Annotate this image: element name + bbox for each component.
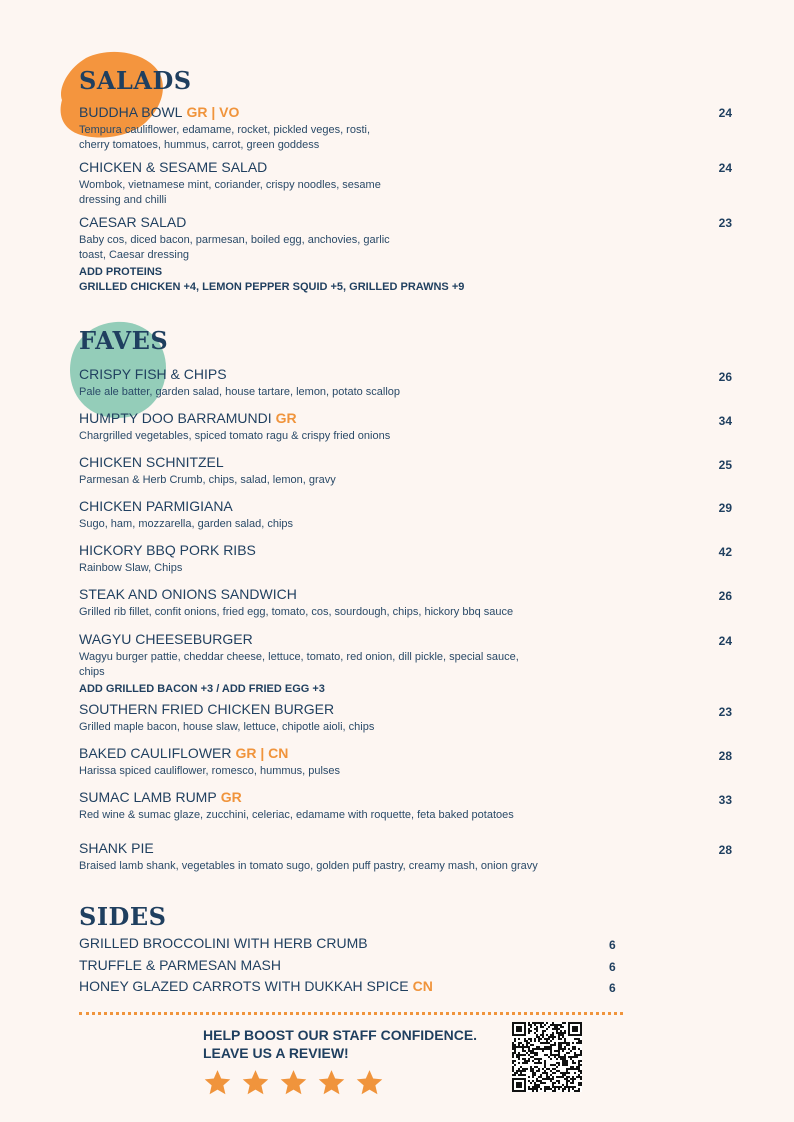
item-description: Braised lamb shank, vegetables in tomato sugo, golden puff pastry, creamy mash, onion gravy (79, 860, 538, 872)
side-item (79, 957, 619, 975)
item-price: 26 (718, 370, 732, 384)
side-item (79, 935, 619, 953)
diet-tag: GR (220, 789, 242, 805)
item-description: Parmesan & Herb Crumb, chips, salad, lemon, gravy (79, 474, 336, 486)
star-icon (203, 1068, 232, 1097)
faves-heading: FAVES (79, 326, 169, 355)
item-name: CHICKEN & SESAME SALAD (79, 159, 268, 175)
item-price: 25 (718, 458, 732, 472)
item-name: SHANK PIE (79, 840, 154, 856)
side-name: HONEY GLAZED CARROTS WITH DUKKAH SPICE (79, 978, 409, 994)
dotted-divider (79, 1012, 623, 1015)
item-price: 29 (718, 501, 732, 515)
item-description: Wagyu burger pattie, cheddar cheese, lettuce, tomato, red onion, dill pickle, special sauce, chips (79, 651, 519, 678)
item-description: Red wine & sumac glaze, zucchini, celeriac, edamame with roquette, feta baked potatoes (79, 809, 514, 821)
menu-item (79, 454, 639, 488)
diet-tag: GR | VO (186, 104, 240, 120)
menu-item (79, 789, 639, 823)
item-name: BUDDHA BOWL (79, 104, 183, 120)
review-callout (203, 1026, 477, 1062)
item-name: CHICKEN SCHNITZEL (79, 454, 224, 470)
item-description: Sugo, ham, mozzarella, garden salad, chips (79, 518, 294, 530)
item-description: Tempura cauliflower, edamame, rocket, pickled veges, rosti, cherry tomatoes, hummus, carrot, green goddess (79, 124, 371, 151)
item-price: 42 (718, 545, 732, 559)
item-description: Grilled rib fillet, confit onions, fried egg, tomato, cos, sourdough, chips, hickory bbq sauce (79, 606, 514, 618)
item-name: SUMAC LAMB RUMP (79, 789, 217, 805)
item-price: 26 (718, 589, 732, 603)
menu-item (79, 104, 639, 153)
menu-item (79, 542, 639, 576)
item-price: 28 (718, 843, 732, 857)
star-icon (279, 1068, 308, 1097)
side-price: 6 (609, 938, 616, 952)
item-description: Chargrilled vegetables, spiced tomato ragu & crispy fried onions (79, 430, 391, 442)
item-description: Pale ale batter, garden salad, house tartare, lemon, potato scallop (79, 386, 401, 398)
item-name: CRISPY FISH & CHIPS (79, 366, 227, 382)
side-price: 6 (609, 981, 616, 995)
item-name: CHICKEN PARMIGIANA (79, 498, 233, 514)
menu-item (79, 745, 639, 779)
menu-item (79, 586, 639, 620)
review-line-2: LEAVE US A REVIEW! (203, 1045, 349, 1061)
menu-item (79, 840, 639, 874)
star-icon (241, 1068, 270, 1097)
item-description: Harissa spiced cauliflower, romesco, hummus, pulses (79, 765, 341, 777)
star-icon (317, 1068, 346, 1097)
item-name: STEAK AND ONIONS SANDWICH (79, 586, 297, 602)
item-name: BAKED CAULIFLOWER (79, 745, 232, 761)
item-name: CAESAR SALAD (79, 214, 187, 230)
item-price: 33 (718, 793, 732, 807)
item-price: 23 (718, 705, 732, 719)
item-name: HUMPTY DOO BARRAMUNDI (79, 410, 272, 426)
item-price: 24 (718, 161, 732, 175)
menu-item (79, 498, 639, 532)
item-description: Rainbow Slaw, Chips (79, 562, 183, 574)
item-description: Grilled maple bacon, house slaw, lettuce, chipotle aioli, chips (79, 721, 375, 733)
side-item (79, 978, 619, 996)
diet-tag: GR | CN (235, 745, 289, 761)
diet-tag: GR (275, 410, 297, 426)
item-description: Wombok, vietnamese mint, coriander, crispy noodles, sesame dressing and chilli (79, 179, 381, 206)
salads-heading: SALADS (79, 66, 192, 95)
item-price: 28 (718, 749, 732, 763)
item-price: 23 (718, 216, 732, 230)
item-description: Baby cos, diced bacon, parmesan, boiled egg, anchovies, garlic toast, Caesar dressing (79, 234, 390, 261)
side-price: 6 (609, 960, 616, 974)
add-ons: ADD GRILLED BACON +3 / ADD FRIED EGG +3 (79, 683, 325, 695)
menu-item (79, 701, 639, 735)
side-name: TRUFFLE & PARMESAN MASH (79, 957, 281, 973)
side-name: GRILLED BROCCOLINI WITH HERB CRUMB (79, 935, 368, 951)
sides-heading: SIDES (79, 902, 167, 931)
item-name: HICKORY BBQ PORK RIBS (79, 542, 256, 558)
add-ons: ADD PROTEINS GRILLED CHICKEN +4, LEMON PEPPER SQUID +5, GRILLED PRAWNS +9 (79, 266, 465, 293)
qr-code-icon[interactable] (512, 1022, 582, 1092)
item-price: 24 (718, 106, 732, 120)
item-name: WAGYU CHEESEBURGER (79, 631, 253, 647)
item-price: 34 (718, 414, 732, 428)
star-icon (355, 1068, 384, 1097)
rating-stars (203, 1068, 384, 1097)
menu-item (79, 631, 639, 697)
diet-tag: CN (412, 978, 433, 994)
item-name: SOUTHERN FRIED CHICKEN BURGER (79, 701, 335, 717)
menu-item (79, 214, 639, 295)
review-line-1: HELP BOOST OUR STAFF CONFIDENCE. (203, 1027, 478, 1043)
menu-item (79, 410, 639, 444)
item-price: 24 (718, 634, 732, 648)
menu-item (79, 159, 639, 208)
menu-item (79, 366, 639, 400)
